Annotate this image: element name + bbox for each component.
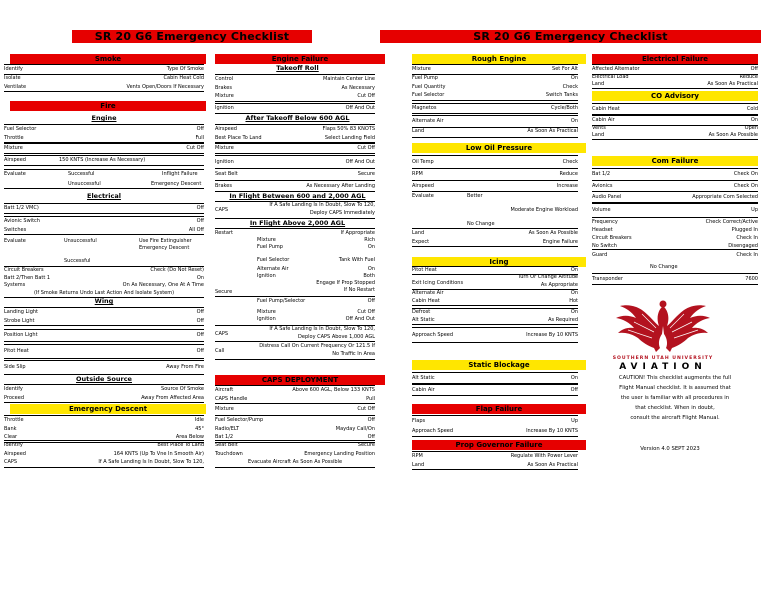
evaluate-label: Evaluate	[4, 238, 26, 244]
caps-deployment-header: CAPS DEPLOYMENT	[215, 375, 385, 385]
table-row: Avionics Check On	[592, 183, 758, 189]
secure-item-value: Cut Off	[357, 309, 375, 315]
table-row: Brakes As Necessary	[215, 84, 375, 91]
table-row: Mixture Set For Alt	[412, 66, 578, 72]
icing-table-4	[412, 327, 578, 343]
table-row: Mixture Cut Off	[215, 93, 375, 100]
icing-header: Icing	[412, 257, 586, 267]
secure-block	[215, 296, 375, 324]
no-change-label: No Change	[467, 221, 495, 227]
exit-icing-value: Turn Or Change Altitude	[517, 274, 578, 280]
table-row: Touchdown Emergency Landing Position	[215, 450, 375, 457]
above-2000-subheader: In Flight Above 2,000 AGL	[249, 219, 346, 227]
table-row: Control Maintain Center Line	[215, 76, 375, 82]
descent-table	[4, 415, 204, 443]
restart-item-value: Rich	[364, 237, 375, 243]
table-row: Expect Engine Failure	[412, 238, 578, 245]
table-row: Pitot Heat Off	[4, 348, 204, 354]
secure-item-value: Off	[367, 298, 375, 304]
table-row: Airspeed 150 KNTS (Increase As Necessary)	[4, 157, 146, 163]
call-value-2: No Traffic In Area	[332, 351, 375, 357]
static-table-2	[412, 384, 578, 396]
version-label: Version 4.0 SEPT 2023	[640, 446, 700, 452]
table-row: Bat 1/2 Check On	[592, 171, 758, 177]
table-row: Side Slip Away From Fire	[4, 364, 204, 370]
table-row: Land As Soon As Possible	[592, 132, 758, 138]
restart-item-value: Tank With Fuel	[338, 257, 375, 263]
emergency-descent-label: Emergency Descent	[139, 245, 190, 251]
static-blockage-header: Static Blockage	[412, 360, 586, 370]
table-row: Fuel Selector/Pump Off	[215, 417, 375, 423]
com-table-4	[592, 203, 758, 218]
fire-elec-table-3	[4, 266, 204, 298]
fire-elec-evaluate	[4, 236, 204, 266]
table-row: Vents Open	[592, 125, 758, 131]
icing-exit-row	[412, 274, 578, 290]
restart-item-value: On	[367, 266, 375, 272]
rough-table-3	[412, 103, 578, 114]
caps-row-2	[215, 325, 375, 342]
after-takeoff-table-2	[215, 143, 375, 154]
low-oil-table	[412, 155, 578, 169]
table-row: No Switch Disengaged	[592, 243, 758, 249]
descent-table-2	[4, 440, 204, 468]
table-row: Guard Check In	[592, 252, 758, 258]
low-oil-evaluate	[412, 192, 578, 228]
takeoff-table	[215, 74, 375, 102]
smoke-header: Smoke	[10, 54, 206, 64]
co-advisory-header: CO Advisory	[592, 91, 758, 101]
page-title-right: SR 20 G6 Emergency Checklist	[380, 30, 761, 43]
caution-line: that checklist. When in doubt,	[635, 405, 715, 411]
table-row: Mixture Cut Off	[215, 145, 375, 151]
restart-item: Ignition	[257, 273, 276, 279]
com-no-change: No Change	[650, 264, 678, 270]
com-failure-header: Com Failure	[592, 156, 758, 166]
table-row: Volume Up	[592, 207, 758, 213]
table-row: Airspeed 164 KNTS (Up To Vne In Smooth Air)	[4, 450, 204, 457]
table-row: Fuel Pump On	[412, 75, 578, 81]
rough-table-5	[412, 126, 578, 138]
table-row: Aircraft Above 600 AGL, Below 133 KNTS	[215, 387, 375, 393]
secure-item: Ignition	[257, 316, 276, 322]
table-row: Circuit Breakers Check In	[592, 235, 758, 241]
electrical-failure-header: Electrical Failure	[592, 54, 758, 64]
caution-line: consult the aircraft Flight Manual.	[630, 415, 720, 421]
table-row: Alternate Air On	[412, 290, 578, 296]
table-row: Cabin Air On	[592, 117, 758, 123]
table-row: Batt 2/Then Batt 1 On	[4, 274, 204, 281]
table-row: Throttle Idle	[4, 417, 204, 423]
caps-value-2: Deploy CAPS Immediately	[309, 210, 375, 216]
low-oil-table-4	[412, 228, 578, 247]
table-row: Pitot Heat On	[412, 267, 578, 273]
table-row: Alternate Air On	[412, 118, 578, 124]
caps-value: If A Safe Landing Is In Doubt, Slow To 120,	[269, 326, 375, 332]
table-row: Audio Panel Appropriate Com Selected	[592, 194, 758, 200]
table-row: Strobe Light Off	[4, 317, 204, 324]
engine-failure-header: Engine Failure	[215, 54, 385, 64]
low-oil-pressure-header: Low Oil Pressure	[412, 143, 586, 153]
caps-label: CAPS	[215, 331, 229, 337]
icing-table-2	[412, 290, 578, 306]
table-row: Land As Soon As Practical	[412, 128, 578, 134]
successful-label: Successful	[64, 258, 91, 264]
caps-value-2: Deploy CAPS Above 1,000 AGL	[298, 334, 375, 340]
fire-wing-table-2	[4, 329, 204, 342]
takeoff-roll-subheader: Takeoff Roll	[276, 64, 319, 72]
fire-elec-table-2	[4, 216, 204, 235]
com-table-6	[592, 273, 758, 285]
fire-elec-table	[4, 203, 204, 214]
successful-label: Successful	[68, 171, 95, 177]
use-fire-extinguisher-label: Use Fire Extinguisher	[139, 238, 192, 244]
no-restart-text: If No Restart	[343, 287, 375, 293]
table-row: Circuit Breakers Check (Do Not Reset)	[4, 267, 204, 273]
after-takeoff-table-5	[215, 180, 375, 192]
restart-item: Fuel Selector	[257, 257, 290, 263]
fire-electrical-subheader: Electrical	[87, 192, 121, 200]
table-row: Seat Belt Secure	[215, 442, 375, 448]
table-row: Frequency Check Correct/Active	[592, 219, 758, 225]
table-row: Defrost On	[412, 309, 578, 315]
restart-block	[215, 228, 375, 294]
call-row	[215, 343, 375, 360]
emergency-descent-header: Emergency Descent	[10, 404, 206, 414]
restart-item: Fuel Pump	[257, 244, 283, 250]
call-value: Distress Call On Current Frequency Or 121.5 If	[259, 343, 375, 349]
logo-university-text: SOUTHERN UTAH UNIVERSITY	[612, 356, 714, 361]
table-row: Airspeed Increase	[412, 183, 578, 189]
table-row: CAPS Handle Pull	[215, 395, 375, 402]
table-row: Identify Type Of Smoke	[4, 66, 204, 72]
table-row: Position Light Off	[4, 332, 204, 338]
table-row: Landing Light Off	[4, 309, 204, 315]
restart-item: Alternate Air	[257, 266, 289, 272]
caution-line: Flight Manual checklist. It is assumed that	[619, 385, 731, 391]
table-row: RPM Reduce	[412, 171, 578, 177]
caps-value: If A Safe Landing Is In Doubt, Slow To 120,	[269, 202, 375, 208]
table-row: Evacuate Aircraft As Soon As Possible	[247, 459, 343, 466]
table-row: Cabin Air Off	[412, 387, 578, 393]
com-table-5	[592, 217, 758, 261]
caps-row-1	[215, 201, 375, 219]
table-row: Flaps Up	[412, 418, 578, 424]
table-row: Bat 1/2 Off	[215, 434, 375, 441]
between-600-2000-subheader: In Flight Between 600 and 2,000 AGL	[229, 192, 366, 200]
restart-item-value: Both	[363, 273, 375, 279]
table-row: Mixture Cut Off	[4, 145, 204, 151]
table-row: Land As Soon As Possible	[412, 230, 578, 236]
table-row: Isolate Cabin Heat Cold	[4, 75, 204, 81]
icing-table-3	[412, 308, 578, 325]
fire-evaluate-block	[4, 169, 204, 189]
caps-deploy-table	[215, 385, 375, 404]
table-row: Identify Source Of Smoke	[4, 386, 204, 392]
secure-item: Mixture	[257, 309, 276, 315]
table-row: Proceed Away From Affected Area	[4, 394, 204, 401]
table-row: Alt Static As Required	[412, 316, 578, 323]
table-row: Avionic Switch Off	[4, 218, 204, 224]
secure-item: Fuel Pump/Selector	[257, 298, 306, 304]
rough-engine-header: Rough Engine	[412, 54, 586, 64]
table-row: Electrical Load Reduce	[592, 74, 758, 80]
fire-wing-subheader: Wing	[94, 297, 114, 305]
restart-label: Restart	[215, 230, 233, 236]
exit-icing-value-2: As Appropriate	[540, 282, 578, 288]
fire-header: Fire	[10, 101, 206, 111]
table-row: Ignition Off And Out	[215, 105, 375, 111]
co-table-3	[592, 125, 758, 140]
table-row: Best Place To Land Select Landing Field	[215, 134, 375, 141]
table-row: CAPS If A Safe Landing Is In Doubt, Slow To 120,	[4, 459, 204, 466]
table-row: Clear Area Below	[4, 434, 204, 441]
static-table	[412, 372, 578, 384]
table-row: Land As Soon As Practical	[412, 461, 578, 468]
rough-table-2	[412, 74, 578, 101]
evaluate-label: Evaluate	[412, 193, 434, 199]
table-row: Alt Static On	[412, 375, 578, 381]
restart-item: Mixture	[257, 237, 276, 243]
prop-governor-failure-header: Prop Governor Failure	[412, 440, 586, 450]
better-label: Better	[467, 193, 483, 199]
com-table-3	[592, 191, 758, 203]
flap-failure-header: Flap Failure	[412, 404, 586, 414]
after-takeoff-subheader: After Takeoff Below 600 AGL	[245, 114, 350, 122]
restart-value: If Appropriate	[340, 230, 375, 236]
table-row: Cabin Heat Hot	[412, 297, 578, 304]
table-row: Ignition Off And Out	[215, 159, 375, 165]
elec-fail-table-2	[592, 74, 758, 89]
fire-engine-table	[4, 124, 204, 143]
table-row: RPM Regulate With Power Lever	[412, 453, 578, 459]
low-oil-table-3	[412, 180, 578, 192]
caps-label: CAPS	[215, 207, 229, 213]
fire-wing-table-3	[4, 344, 204, 359]
table-row: Seat Belt Secure	[215, 171, 375, 177]
table-row: Oil Temp Check	[412, 159, 578, 165]
table-row: Batt 1/2 VMC) Off	[4, 205, 204, 211]
page-title-left: SR 20 G6 Emergency Checklist	[72, 30, 312, 43]
fire-engine-subheader: Engine	[91, 114, 117, 122]
fire-outside-subheader: Outside Source	[76, 375, 132, 383]
table-row: Headset Plugged In	[592, 227, 758, 233]
takeoff-ignition-row	[215, 103, 375, 114]
caps-deploy-table-3	[215, 415, 375, 443]
after-takeoff-table	[215, 124, 375, 143]
table-row: Approach Speed Increase By 10 KNTS	[412, 332, 578, 338]
caution-line: the user is familiar with all procedures in	[620, 395, 730, 401]
secure-item-value: Off And Out	[345, 316, 375, 322]
fire-outside-table	[4, 384, 204, 403]
unsuccessful-label: Unsuccessful	[68, 181, 101, 187]
call-label: Call	[215, 348, 225, 354]
table-row: Land As Soon As Practical	[592, 81, 758, 87]
table-row: Brakes As Necessary After Landing	[215, 183, 375, 189]
table-row: Fuel Selector Off	[4, 126, 204, 132]
emergency-descent-label: Emergency Descent	[151, 181, 202, 187]
after-takeoff-table-3	[215, 155, 375, 169]
moderate-label: Moderate Engine Workload	[510, 207, 578, 213]
fire-wing-table	[4, 307, 204, 326]
table-row: Fuel Quantity Check	[412, 83, 578, 90]
fire-airspeed-row	[4, 155, 204, 166]
logo-aviation-text: AVIATION	[619, 362, 707, 372]
table-row: (If Smoke Returns Undo Last Action And Isolate System)	[33, 289, 175, 296]
table-row: Transponder 7600	[592, 276, 758, 282]
caps-deploy-table-4	[215, 440, 375, 468]
caution-line: CAUTION! This checklist augments the full	[618, 375, 732, 381]
table-row: Radio/ELT Mayday Call/On	[215, 425, 375, 432]
suu-aviation-logo	[612, 298, 714, 372]
restart-item-value: On	[367, 244, 375, 250]
table-row: Bank 45°	[4, 425, 204, 432]
prop-table	[412, 451, 578, 470]
phoenix-icon	[612, 298, 714, 354]
table-row: Magnetos Cycle/Both	[412, 105, 578, 111]
table-row: Mixture Cut Off	[215, 406, 375, 412]
table-row: Systems On As Necessary, One At A Time	[4, 282, 204, 288]
evaluate-label: Evaluate	[4, 171, 26, 177]
table-row: Affected Alternator Off	[592, 66, 758, 72]
table-row: Ventilate Vents Open/Doors If Necessary	[4, 83, 204, 90]
table-row: Approach Speed Increase By 10 KNTS	[412, 428, 578, 434]
secure-label: Secure	[215, 289, 233, 295]
fire-engine-table-2	[4, 143, 204, 154]
caution-note	[592, 373, 758, 423]
smoke-table-2	[4, 74, 204, 92]
inflight-failure-label: Inflight Failure	[162, 171, 198, 177]
fire-wing-table-4	[4, 360, 204, 375]
table-row: Airspeed Flaps 50% 83 KNOTS	[215, 126, 375, 132]
engage-text: Engage If Prop Stopped	[316, 280, 375, 286]
co-table	[592, 103, 758, 115]
table-row: Cabin Heat Cold	[592, 106, 758, 112]
table-row: Throttle Full	[4, 134, 204, 141]
table-row: Identify Best Place To Land	[4, 442, 204, 448]
table-row: Switches All Off	[4, 226, 204, 233]
flap-table	[412, 415, 578, 437]
table-row: Fuel Selector Switch Tanks	[412, 92, 578, 99]
unsuccessful-label: Unsuccessful	[64, 238, 97, 244]
exit-icing-label: Exit Icing Conditions	[412, 280, 464, 286]
